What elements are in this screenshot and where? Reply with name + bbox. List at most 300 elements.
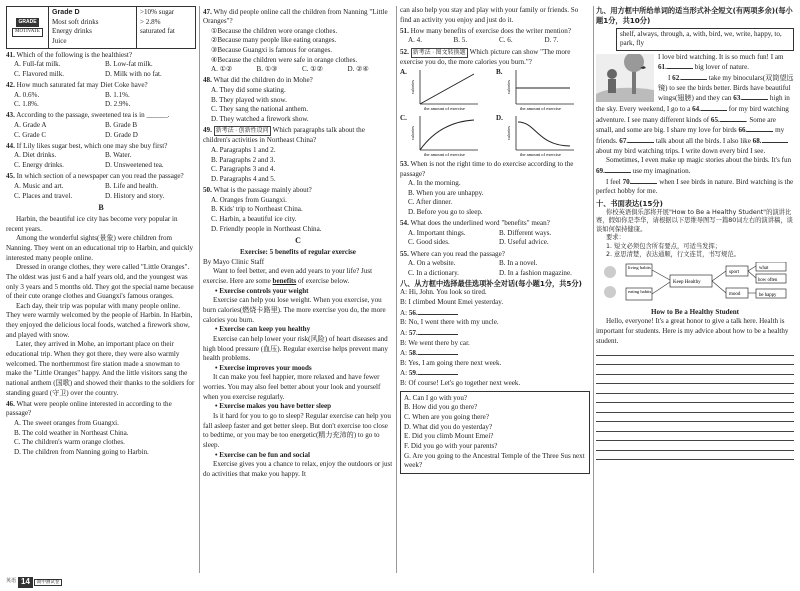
option: A. Paragraphs 1 and 2.	[211, 145, 276, 154]
passage-b	[6, 215, 196, 398]
option: A. The sweet oranges from Guangxi.	[14, 419, 119, 427]
cloze-text: I love bird watching. It is so much fun! I am	[658, 52, 784, 61]
logo-text: GRADE	[18, 18, 37, 25]
option: A. Diet drinks.	[14, 151, 57, 160]
blank[interactable]	[701, 104, 727, 111]
question-number: 42.	[6, 80, 15, 89]
cloze-text: I	[668, 74, 671, 83]
axis-xlabel: the amount of exercise	[424, 106, 465, 112]
axis-ylabel: calories	[410, 80, 415, 95]
question-line	[6, 51, 196, 61]
blank-number: 67.	[619, 136, 629, 145]
question-number: 44.	[6, 141, 15, 150]
question	[6, 81, 196, 110]
writing-line[interactable]	[596, 413, 794, 423]
question-line	[203, 186, 393, 196]
requirement: 1. 短文必须包含所有要点，可适当发挥；	[606, 242, 722, 250]
option: C. Places and travel.	[14, 191, 73, 200]
option: D. Unsweetened tea.	[105, 161, 164, 170]
question-number: 53.	[400, 159, 409, 168]
graph-c	[410, 114, 480, 158]
blank[interactable]	[418, 368, 458, 375]
section-heading: • Exercise makes you have better sleep	[215, 402, 332, 411]
requirement: 2. 意思清楚，表达通顺，行文连贯，书写规范。	[606, 251, 740, 259]
option: B. 1.1%.	[105, 90, 130, 99]
paragraph: Later, they arrived in Mohe, an important place on their educational trip. When they got there, they were also warmly welcomed. The northernmost fire station made a snowman to make the "Little Oranges" happy. And the little visitors sang the national anthem (国歌) and showed their thanks to the soldiers for standing guard (守卫) over the country.	[6, 340, 195, 397]
blank[interactable]	[667, 62, 693, 69]
question-stem: How many benefits of exercise does the writer mention?	[410, 26, 571, 35]
option: D. 2.9%.	[105, 100, 131, 109]
option: B. The cold weather in Northeast China.	[14, 428, 129, 437]
mind-node: mood	[729, 291, 741, 297]
blank-number: 61.	[658, 63, 667, 72]
cloze-text: about my bird watching trips. I write down every bird I see.	[596, 146, 766, 155]
graph-option-a	[400, 68, 494, 112]
options-row	[400, 229, 590, 239]
mind-leaf: what	[759, 265, 769, 271]
writing-line[interactable]	[596, 356, 794, 366]
question-number: 46.	[6, 399, 15, 408]
question-51	[400, 27, 590, 46]
column-3	[400, 6, 590, 573]
question-line	[6, 172, 196, 182]
cloze-text: take my binoculars(双筒望远镜) to see the birds better. Birds have beautiful wings(翅膀) and they can	[658, 74, 794, 103]
blank[interactable]	[418, 328, 458, 335]
question-line	[6, 111, 196, 121]
section-text: Exercise can help you lose weight. When you exercise, you burn calories(燃烧卡路里). The more exercise you do, the more calories you burn.	[203, 296, 386, 324]
option: A. 4.	[408, 36, 422, 45]
option: D. History and story.	[105, 191, 165, 200]
blank-number: 70.	[622, 177, 632, 186]
option: C. In a dictionary.	[408, 268, 459, 277]
question-stem: Why did people online call the children from Nanning "Little Oranges"?	[203, 7, 388, 26]
option: D. Friendly people in Northeast China.	[211, 224, 322, 233]
option: B. In a novel.	[499, 259, 538, 268]
writing-prompt: 你校英语俱乐部将开展"How to Be a Healthy Student"的演讲比赛，假如你是李华，请根据以下思维导图写一篇80词左右的演讲稿，谈谈如何保持健康。	[596, 208, 793, 233]
dialogue-line: A: 59.	[400, 368, 590, 379]
question-stem: When is not the right time to do exercise according to the passage?	[400, 159, 574, 178]
options-row	[400, 259, 590, 269]
option-label: B.	[496, 68, 503, 77]
option: C. After dinner.	[408, 198, 453, 207]
section-8-title: 八、从方框中选择最佳选项补全对话(每小题1分，共5分)	[400, 278, 582, 288]
question-line	[6, 400, 196, 419]
graph-b	[506, 68, 576, 112]
section-text: Is it hard for you to go to sleep? Regular exercise can help you fall asleep faster and get better sleep. But don't exercise too close to bedtime, or you may be too energetic(精力充沛的) to go to sleep.	[203, 412, 391, 449]
axis-xlabel: the amount of exercise	[520, 106, 561, 112]
column-divider	[199, 6, 200, 573]
paragraph: Dressed in orange clothes, they were called "Little Oranges". The oldest was just 6 and a half years old, and the youngest was only 3 years and 5 months old. They got the special name because of their cute orange clothes and Guangxi's famous oranges.	[6, 263, 194, 301]
question-line	[203, 76, 393, 86]
grade-criterion: saturated fat	[140, 27, 175, 36]
blank[interactable]	[605, 166, 631, 173]
blank[interactable]	[762, 136, 788, 143]
mind-leaf: how often	[758, 277, 778, 283]
question-tag: 新考法 · 图文转换题	[411, 48, 468, 58]
dialogue-line: B: No, I went there with my uncle.	[400, 318, 499, 327]
blank-number: 65.	[710, 115, 720, 124]
blank-number: 63.	[733, 94, 743, 103]
word-bank: shelf, always, through, a, with, bird, we, write, happy, to, park, fly	[616, 28, 794, 51]
question-line	[400, 219, 590, 229]
question-54	[400, 219, 590, 248]
options-row	[6, 131, 196, 141]
option: D. ②④	[347, 65, 369, 74]
question-number: 49.	[203, 126, 212, 135]
mind-node: eating habits	[628, 288, 652, 294]
option: A. In the morning.	[408, 179, 461, 188]
option-label: D.	[496, 114, 503, 123]
mind-center: Keep Healthy	[673, 279, 701, 285]
options-row	[6, 70, 196, 80]
mind-leaf: be happy	[759, 292, 777, 298]
essay-start: Hello, everyone! It's a great honor to give a talk here. Health is important for students. Here is my advice about how to be a healthy student.	[596, 317, 789, 345]
blank-number: 66.	[738, 126, 748, 135]
question-tag: 新考法 · 创新性设问	[214, 126, 271, 136]
option: D. Grade D	[105, 130, 138, 139]
option-label: A.	[400, 68, 407, 77]
question-number: 52.	[400, 47, 409, 56]
graph-option-d	[496, 114, 590, 158]
dialogue-option: F. Did you go with your parents?	[404, 441, 498, 450]
dialogue-option: A. Can I go with you?	[404, 393, 468, 402]
blank-number: 57.	[408, 328, 418, 337]
dialogue-option: E. Did you climb Mount Emei?	[404, 432, 494, 441]
writing-line[interactable]	[596, 384, 794, 394]
grade-item: Energy drinks	[52, 27, 92, 36]
mind-node: sport	[729, 269, 739, 275]
dialogue-line: A: 56.	[400, 308, 590, 319]
option: C. The children's warm orange clothes.	[14, 438, 125, 447]
passage-c-label: C	[295, 236, 301, 246]
question	[6, 111, 196, 140]
column-4	[596, 6, 794, 573]
axis-ylabel: calories	[410, 126, 415, 141]
options-row	[6, 91, 196, 101]
passage-c-sections	[203, 287, 393, 480]
options-row	[6, 60, 196, 70]
option: C. Harbin, a beautiful ice city.	[211, 214, 297, 223]
options-row	[400, 269, 590, 279]
option: D. Milk with no fat.	[105, 69, 162, 78]
question-stem: How much saturated fat may Diet Coke have?	[16, 80, 148, 89]
question-stem: Which of the following is the healthiest?	[16, 50, 132, 59]
question	[400, 160, 590, 218]
mind-node: living habits	[628, 264, 651, 270]
section-heading: • Exercise can be fun and social	[215, 450, 310, 459]
axis-ylabel: calories	[506, 126, 511, 141]
passage-c-continuation: can also help you stay and play with your family or friends. So find an activity you enjoy and just do it.	[400, 6, 579, 24]
cloze-passage	[596, 53, 794, 197]
question-line	[400, 160, 590, 179]
blank-number: 68.	[752, 136, 762, 145]
blank[interactable]	[418, 348, 458, 355]
blank[interactable]	[418, 308, 458, 315]
option: D. Useful advice.	[499, 238, 549, 247]
question-line	[400, 250, 590, 260]
section-9-title: 九、用方框中所给单词的适当形式补全短文(有两项多余)(每小题1分，共10分)	[596, 6, 793, 25]
option: B. Grade B	[105, 121, 138, 130]
question-stem: Which paragraphs talk about the children's activities in Northeast China?	[203, 126, 365, 145]
option: B. ①③	[256, 65, 278, 74]
grade-logo	[7, 7, 49, 48]
question-stem: In which section of a newspaper can you read the passage?	[16, 172, 184, 181]
grade-item: Juice	[52, 36, 67, 45]
grade-item: Most soft drinks	[52, 17, 99, 26]
page-number: 14	[18, 577, 33, 588]
cloze-text: high in the sky. Every weekend, I go to a	[596, 94, 790, 114]
logo-text: MOTIVATE	[12, 28, 43, 37]
question-number: 55.	[400, 249, 409, 258]
cloze-line	[596, 177, 794, 197]
options-row	[6, 151, 196, 161]
grade-label: Grade D	[52, 8, 80, 16]
cloze-text: for my bird watching adventure. I see many different kinds of	[596, 105, 789, 124]
option: A. Oranges from Guangxi.	[211, 195, 287, 204]
graph-options	[400, 68, 590, 158]
question-stem: What is the passage mainly about?	[213, 186, 312, 195]
dialogue-line: A: Hi, John. You look so tired.	[400, 288, 487, 297]
axis-xlabel: the amount of exercise	[520, 152, 561, 158]
section-text: Exercise gives you a chance to relax, enjoy the outdoors or just do activities that make you happy. It	[203, 460, 393, 478]
options-row	[400, 36, 590, 46]
option: A. 0.6%.	[14, 90, 40, 99]
writing-line[interactable]	[596, 346, 794, 356]
question	[400, 27, 590, 46]
blank[interactable]	[747, 125, 773, 132]
question-55	[400, 250, 590, 279]
question-stem: According to the passage, sweetened tea is in ______.	[16, 111, 170, 120]
question	[400, 219, 590, 248]
graph-option-b	[496, 68, 590, 112]
question-number: 54.	[400, 219, 409, 228]
section-10-title: 十、书面表达(15分)	[596, 198, 663, 208]
dialogue-options-box	[400, 391, 590, 474]
question-number: 45.	[6, 172, 15, 181]
choice-item: ④Because the children were safe in orange clothes.	[211, 55, 358, 64]
option: D. 7.	[544, 36, 559, 45]
dialogue-option: B. How did you go there?	[404, 403, 478, 412]
cloze-text: when I see birds in nature. Bird watching is the perfect hobby for me.	[596, 177, 794, 196]
cloze-line	[596, 156, 794, 176]
option: C. Paragraphs 3 and 4.	[211, 165, 276, 174]
question-stem: What did the children do in Mohe?	[213, 76, 313, 85]
writing-line[interactable]	[596, 403, 794, 413]
option: A. Important things.	[408, 228, 466, 237]
footer-subject: 英语	[6, 579, 17, 585]
question-50	[203, 186, 393, 234]
question-stem: What were people online interested in according to the passage?	[6, 399, 172, 418]
blank-number: 56.	[408, 308, 418, 317]
blank[interactable]	[631, 177, 657, 184]
dialogue	[400, 288, 590, 388]
question	[6, 400, 196, 458]
dialogue-line: B: Of course! Let's go together next week.	[400, 379, 521, 388]
column-2	[203, 6, 393, 573]
option: D. The children from Nanning going to Harbin.	[14, 447, 149, 456]
question-46	[6, 400, 196, 458]
grade-criterion: >10% sugar	[140, 8, 175, 16]
footer-label: 期中测试卷	[34, 579, 63, 586]
option: D. In a fashion magazine.	[499, 268, 572, 277]
question	[400, 250, 590, 279]
page-footer	[6, 577, 62, 588]
passage-b-label: B	[98, 203, 104, 213]
section-text: It can make you feel happier, more relaxed and have fewer worries. You may also feel better about your look and yourself when you exercise regularly.	[203, 373, 381, 401]
questions-41-45	[6, 51, 196, 202]
grade-table	[6, 6, 196, 49]
passage-c-byline: By Mayo Clinic Staff	[203, 257, 265, 266]
writing-line[interactable]	[596, 441, 794, 451]
dialogue-option: D. What did you do yesterday?	[404, 422, 493, 431]
dialogue-line: A: 57.	[400, 328, 590, 339]
question-48	[203, 76, 393, 124]
column-divider	[593, 6, 594, 573]
cloze-text: talk about all the birds. I also like	[655, 136, 751, 145]
cloze-text: my friends.	[596, 126, 785, 145]
option: D. They watched a firework show.	[211, 115, 309, 124]
column-divider	[396, 6, 397, 573]
section-heading: • Exercise can keep you healthy	[215, 325, 311, 334]
cloze-text: big lover of nature.	[694, 63, 750, 72]
axis-xlabel: the amount of exercise	[424, 152, 465, 158]
options-row	[203, 65, 393, 75]
choice-item: ③Because Guangxi is famous for oranges.	[211, 46, 333, 55]
question-line	[400, 27, 590, 37]
writing-line[interactable]	[596, 375, 794, 385]
writing-line[interactable]	[596, 422, 794, 432]
question-line	[6, 142, 196, 152]
section-text: Exercise can help lower your risk(风险) of heart diseases and high blood pressure (血压). Regular exercise helps prevent many health problems.	[203, 334, 388, 363]
paragraph: Each day, their trip was popular with many people online. They were warmly welcomed by the people of Harbin. In Harbin, they enjoyed the delicious local foods, watched a firework show, and played with snow.	[6, 301, 193, 339]
writing-line[interactable]	[596, 365, 794, 375]
dialogue-line: B: I climbed Mount Emei yesterday.	[400, 297, 504, 306]
options-row	[400, 238, 590, 248]
grade-items	[49, 7, 137, 48]
option: C. Good sides.	[408, 238, 450, 247]
option: B. Water.	[105, 151, 132, 160]
option: B. Kids' trip to Northeast China.	[211, 205, 303, 214]
essay-title: How to Be a Healthy Student	[650, 307, 740, 316]
graph-a	[410, 68, 480, 112]
option: B. 5.	[453, 36, 468, 45]
option-label: C.	[400, 114, 407, 123]
graph-d	[506, 114, 576, 158]
writing-line[interactable]	[596, 451, 794, 461]
option: C. Energy drinks.	[14, 161, 64, 170]
paragraph: Harbin, the beautiful ice city has become very popular in recent years.	[6, 215, 178, 233]
dialogue-line: B: Yes, I am going there next week.	[400, 358, 502, 367]
cloze-text: use my imagination.	[632, 166, 691, 175]
blank[interactable]	[720, 115, 746, 122]
writing-lines[interactable]	[596, 346, 794, 460]
writing-line[interactable]	[596, 394, 794, 404]
blank[interactable]	[681, 73, 707, 80]
writing-line[interactable]	[596, 432, 794, 442]
cloze-text: . Some are small, and some are big. I share my love for birds	[596, 115, 776, 135]
option: C. Grade C	[14, 130, 47, 139]
option: A. They did some skating.	[211, 86, 286, 95]
dialogue-line: B: We went there by car.	[400, 338, 470, 347]
option: C. 1.8%.	[14, 100, 39, 109]
graph-option-c	[400, 114, 494, 158]
question-number: 41.	[6, 50, 15, 59]
blank[interactable]	[628, 136, 654, 143]
question	[6, 51, 196, 80]
question-49	[203, 126, 393, 184]
options-row	[6, 121, 196, 131]
passage-c-title: Exercise: 5 benefits of regular exercise	[240, 248, 356, 257]
question-52	[400, 48, 590, 159]
blank-number: 59.	[408, 369, 418, 378]
question	[6, 142, 196, 171]
option: A. On a website.	[408, 259, 456, 268]
grade-criteria	[137, 7, 195, 48]
question-47	[203, 8, 393, 75]
option: A. Full-fat milk.	[14, 60, 61, 69]
cloze-text: I feel	[606, 177, 621, 186]
blank-number: 69.	[596, 166, 605, 175]
question-53	[400, 160, 590, 218]
axis-ylabel: calories	[506, 80, 511, 95]
dialogue-option: G. Are you going to the Ancestral Temple of the Three Sus next week?	[404, 451, 585, 470]
underlined-keyword: benefits	[272, 277, 297, 286]
section-heading: • Exercise improves your moods	[215, 363, 312, 372]
option: C. Flavored milk.	[14, 69, 65, 78]
options-row	[6, 161, 196, 171]
option: B. They played with snow.	[211, 95, 287, 104]
option: C. 6.	[499, 36, 513, 45]
question-number: 43.	[6, 111, 15, 120]
option: A. Music and art.	[14, 181, 64, 190]
choice-item: ①Because the children wore orange clothes.	[211, 26, 338, 35]
blank-number: 64.	[692, 105, 701, 114]
question-stem: Where can you read the passage?	[410, 249, 505, 258]
options-row	[6, 182, 196, 192]
option: B. Paragraphs 2 and 3.	[211, 155, 276, 164]
blank-number: 58.	[408, 349, 418, 358]
passage-c-intro: Want to feel better, and even add years to your life? Just exercise. Here are some benefits of exercise below.	[203, 267, 373, 286]
grade-criterion: > 2.8%	[140, 17, 161, 26]
option: B. Life and health.	[105, 181, 158, 190]
option: A. ①②	[211, 65, 233, 74]
blank-number: 62.	[672, 74, 682, 83]
question-number: 47.	[203, 7, 212, 16]
column-1	[6, 6, 196, 573]
requirements-title: 要求：	[606, 234, 625, 242]
paragraph: Among the wonderful sights(景象) were children from Nanning. They went on an educational trip to Harbin, and quickly interested many people online.	[6, 234, 194, 262]
option: B. When you are unhappy.	[408, 188, 484, 197]
dialogue-line: A: 58.	[400, 348, 590, 359]
option: C. ①②	[302, 65, 323, 74]
question-number: 50.	[203, 186, 212, 195]
option: B. Low-fat milk.	[105, 60, 153, 69]
question	[203, 76, 393, 124]
bird-watching-illustration	[596, 54, 654, 102]
dialogue-option: C. When are you going there?	[404, 413, 489, 422]
choice-item: ②Because many people like eating oranges.	[211, 36, 337, 45]
question	[203, 186, 393, 234]
question-number: 51.	[400, 26, 409, 35]
blank[interactable]	[742, 93, 768, 100]
question-stem: If Lily likes sugar best, which one may she buy first?	[16, 141, 168, 150]
cloze-text: Sometimes, I even make up magic stories about the birds. It's fun	[606, 156, 792, 165]
option: A. Grade A	[14, 121, 47, 130]
question	[6, 172, 196, 201]
options-row	[6, 192, 196, 202]
section-heading: • Exercise controls your weight	[215, 286, 309, 295]
question-line	[6, 81, 196, 91]
